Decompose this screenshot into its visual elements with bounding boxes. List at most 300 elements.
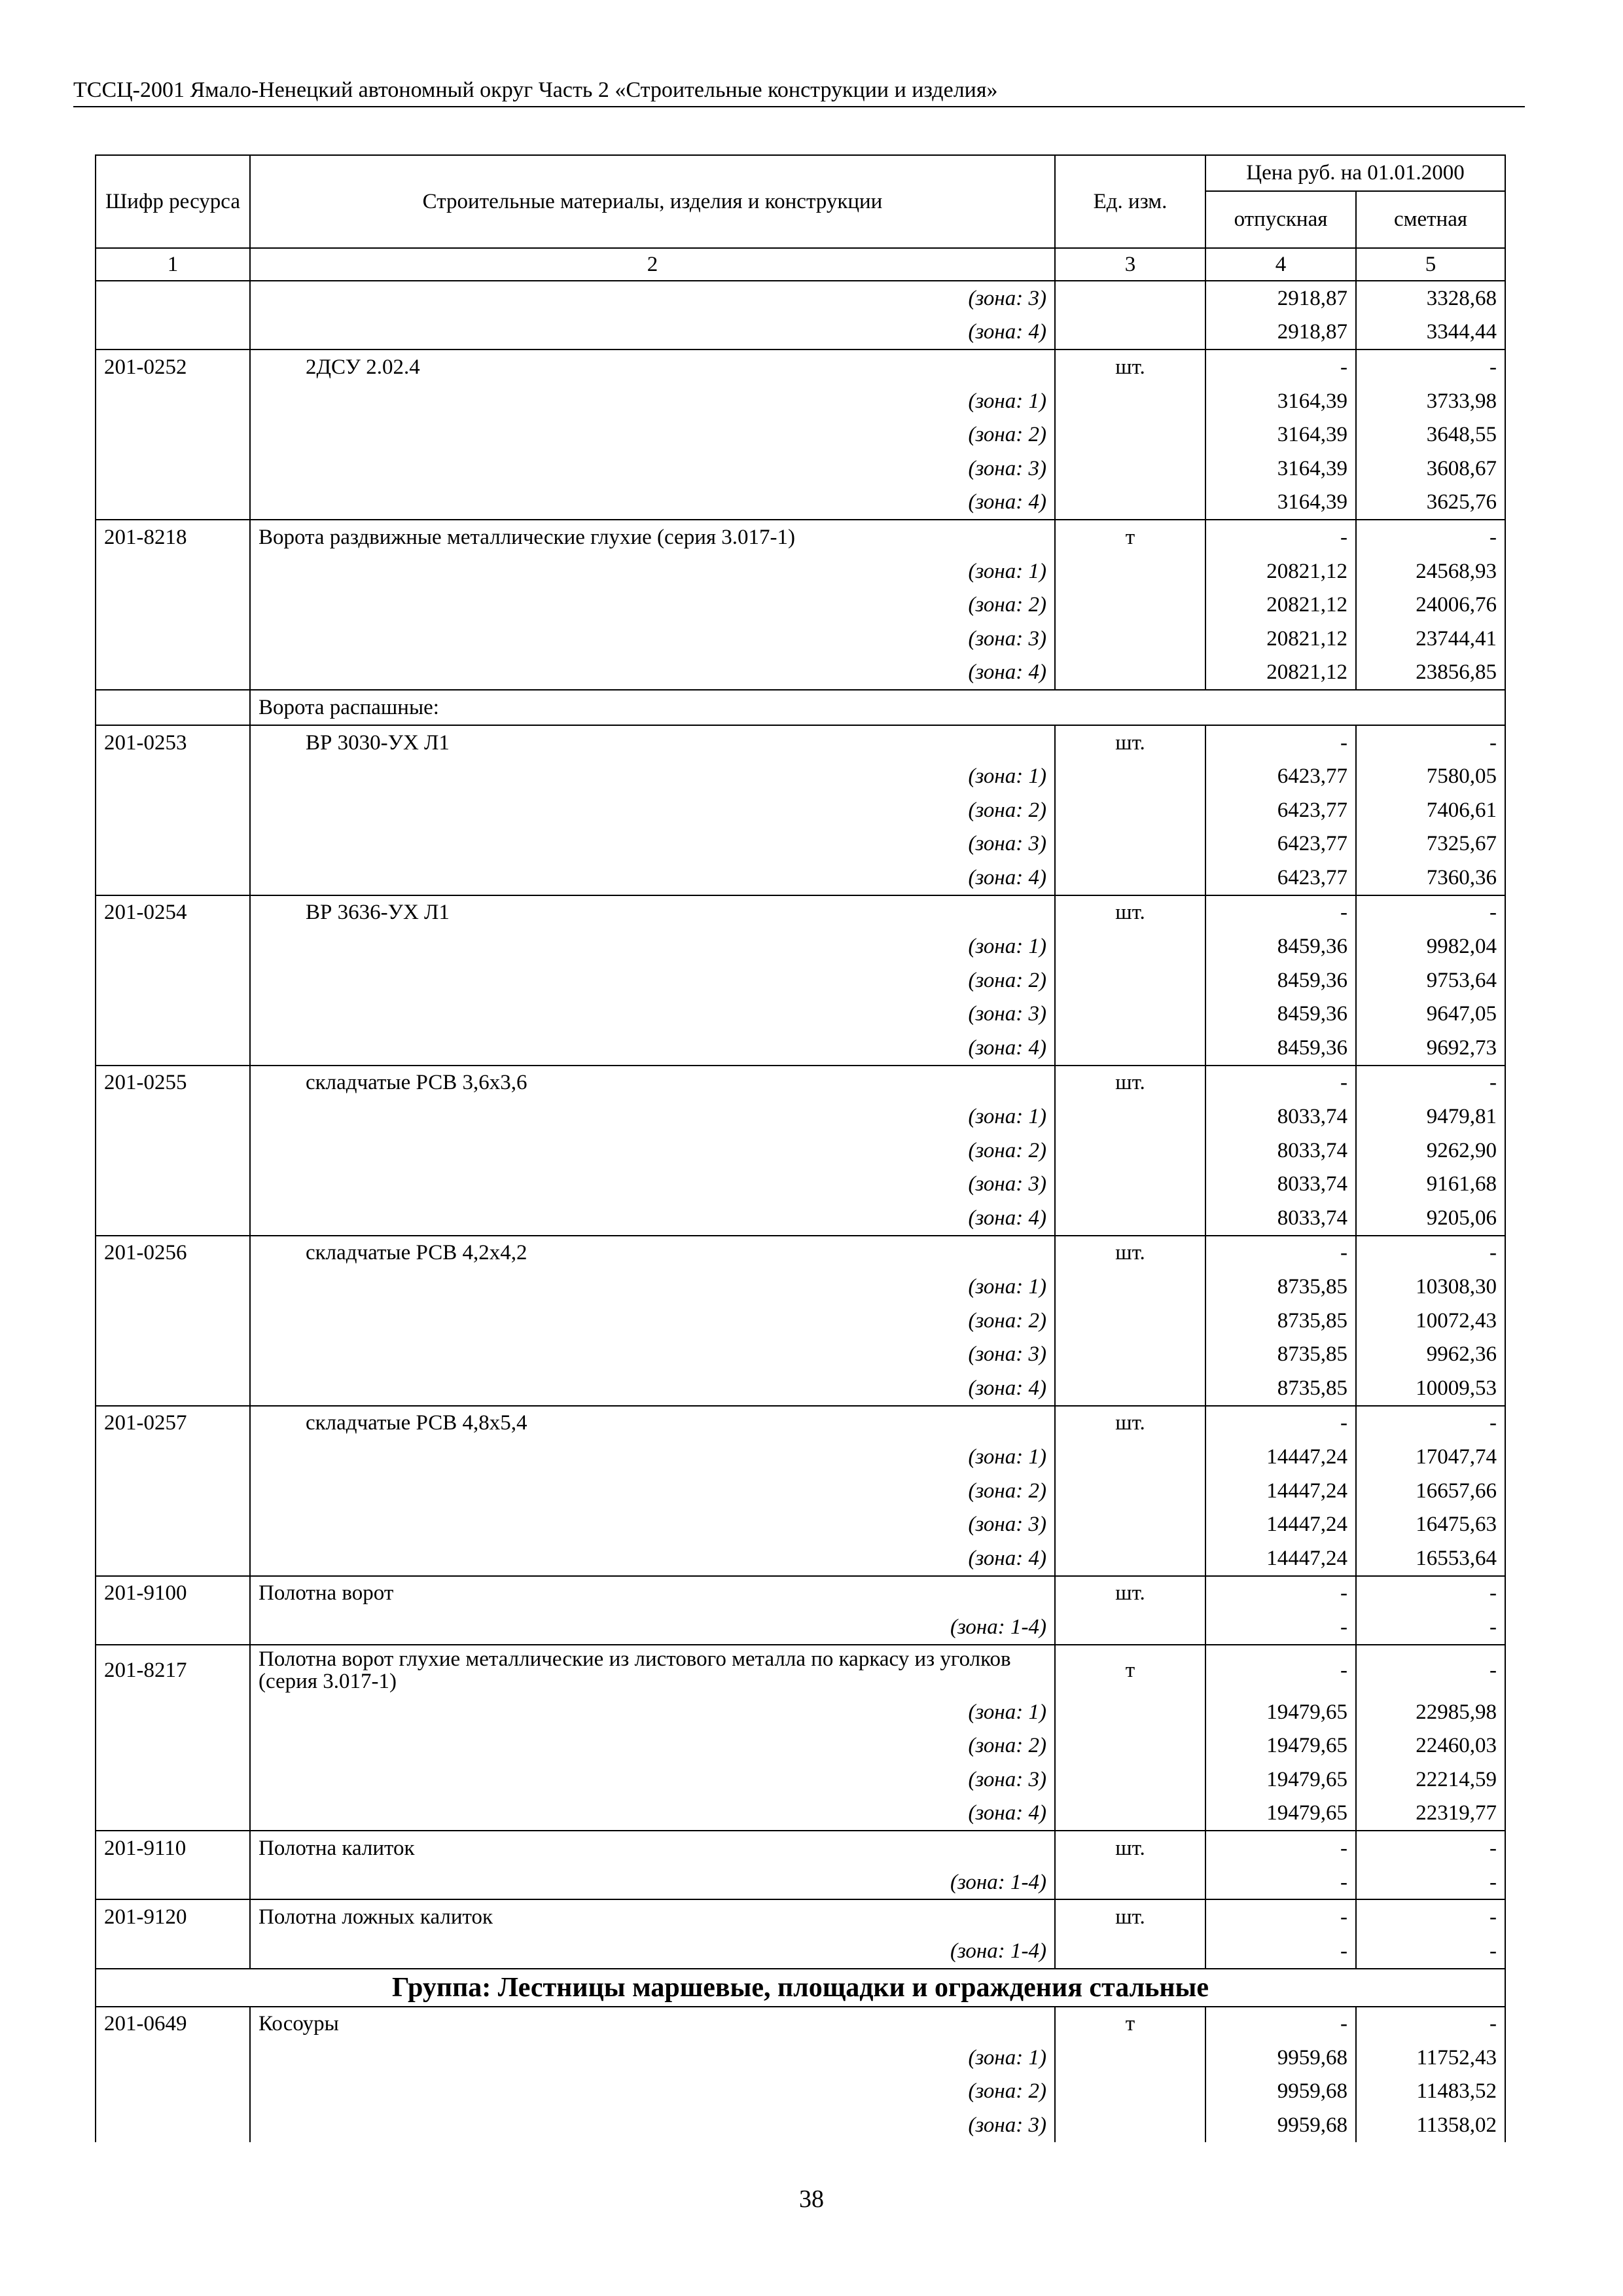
unit: [1055, 315, 1205, 350]
unit: [1055, 1474, 1205, 1508]
unit: [1055, 2108, 1205, 2142]
zone-label: (зона: 3): [250, 997, 1055, 1031]
release-price: -: [1205, 895, 1356, 930]
zone-row: [96, 1507, 1505, 1541]
release-price: -: [1205, 2007, 1356, 2041]
release-price: -: [1205, 520, 1356, 554]
subheading-row: [96, 690, 1505, 725]
zone-row: [96, 1134, 1505, 1168]
zone-row: [96, 1270, 1505, 1304]
estimate-price: -: [1356, 895, 1505, 930]
release-price: 8459,36: [1205, 997, 1356, 1031]
column-number-row: [96, 248, 1505, 281]
release-price: -: [1205, 1831, 1356, 1865]
zone-label: (зона: 3): [250, 452, 1055, 486]
resource-code: 201-9100: [96, 1576, 250, 1611]
header-unit: Ед. изм.: [1055, 155, 1205, 248]
estimate-price: 7406,61: [1356, 793, 1505, 827]
zone-row: [96, 827, 1505, 861]
zone-row: [96, 1934, 1505, 1969]
code-cell: [96, 1440, 250, 1474]
zone-label: (зона: 1-4): [250, 1934, 1055, 1969]
unit: [1055, 1031, 1205, 1066]
code-cell: [96, 963, 250, 997]
code-cell: [96, 2041, 250, 2075]
zone-label: (зона: 4): [250, 1031, 1055, 1066]
estimate-price: 3648,55: [1356, 418, 1505, 452]
zone-label: (зона: 3): [250, 1337, 1055, 1371]
subheading: Ворота распашные:: [250, 690, 1505, 725]
release-price: -: [1205, 1576, 1356, 1611]
zone-label: (зона: 2): [250, 418, 1055, 452]
estimate-price: 9962,36: [1356, 1337, 1505, 1371]
release-price: -: [1205, 1934, 1356, 1969]
code-cell: [96, 452, 250, 486]
estimate-price: 17047,74: [1356, 1440, 1505, 1474]
zone-row: [96, 1541, 1505, 1576]
estimate-price: 9161,68: [1356, 1167, 1505, 1201]
estimate-price: 22985,98: [1356, 1695, 1505, 1729]
zone-row: [96, 997, 1505, 1031]
resource-code: 201-0253: [96, 725, 250, 760]
estimate-price: 7580,05: [1356, 759, 1505, 793]
table-row: [96, 1645, 1505, 1695]
code-cell: [96, 315, 250, 350]
code-cell: [96, 1610, 250, 1645]
code-cell: [96, 1304, 250, 1338]
release-price: 8735,85: [1205, 1304, 1356, 1338]
zone-row: [96, 1729, 1505, 1763]
release-price: 19479,65: [1205, 1729, 1356, 1763]
zone-row: [96, 622, 1505, 656]
estimate-price: 22214,59: [1356, 1763, 1505, 1797]
release-price: 3164,39: [1205, 384, 1356, 418]
zone-row: [96, 1337, 1505, 1371]
code-cell: [96, 861, 250, 895]
column-number: 4: [1205, 248, 1356, 281]
material-name: Полотна ворот: [250, 1576, 1055, 1611]
release-price: -: [1205, 1645, 1356, 1695]
estimate-price: 16553,64: [1356, 1541, 1505, 1576]
zone-label: (зона: 1): [250, 759, 1055, 793]
resource-code: 201-0257: [96, 1406, 250, 1441]
zone-label: (зона: 1): [250, 1695, 1055, 1729]
resource-code: 201-9120: [96, 1899, 250, 1934]
zone-label: (зона: 1): [250, 1100, 1055, 1134]
zone-label: (зона: 2): [250, 1304, 1055, 1338]
release-price: -: [1205, 1899, 1356, 1934]
zone-row: [96, 963, 1505, 997]
unit: [1055, 2041, 1205, 2075]
code-cell: [96, 1474, 250, 1508]
zone-label: (зона: 3): [250, 1167, 1055, 1201]
zone-row: [96, 1201, 1505, 1236]
unit: [1055, 963, 1205, 997]
unit: [1055, 418, 1205, 452]
zone-row: [96, 418, 1505, 452]
header-estimate: сметная: [1356, 191, 1505, 248]
resource-code: 201-8218: [96, 520, 250, 554]
unit: [1055, 1371, 1205, 1406]
code-cell: [96, 2075, 250, 2109]
unit: шт.: [1055, 1831, 1205, 1865]
estimate-price: 9479,81: [1356, 1100, 1505, 1134]
unit: шт.: [1055, 350, 1205, 384]
resource-code: 201-0649: [96, 2007, 250, 2041]
zone-label: (зона: 1): [250, 384, 1055, 418]
zone-row: [96, 1865, 1505, 1900]
zone-label: (зона: 1): [250, 929, 1055, 963]
zone-row: [96, 2075, 1505, 2109]
zone-label: (зона: 2): [250, 793, 1055, 827]
release-price: 6423,77: [1205, 759, 1356, 793]
unit: [1055, 759, 1205, 793]
estimate-price: 10009,53: [1356, 1371, 1505, 1406]
code-cell: [96, 1201, 250, 1236]
unit: т: [1055, 1645, 1205, 1695]
code-cell: [96, 1865, 250, 1900]
release-price: 19479,65: [1205, 1763, 1356, 1797]
zone-label: (зона: 4): [250, 861, 1055, 895]
estimate-price: 9753,64: [1356, 963, 1505, 997]
unit: [1055, 1695, 1205, 1729]
header-name: Строительные материалы, изделия и конструкции: [250, 155, 1055, 248]
material-name: Полотна калиток: [250, 1831, 1055, 1865]
zone-label: (зона: 4): [250, 1541, 1055, 1576]
estimate-price: 9205,06: [1356, 1201, 1505, 1236]
material-name: складчатые РСВ 3,6х3,6: [250, 1066, 1055, 1100]
estimate-price: 10308,30: [1356, 1270, 1505, 1304]
unit: [1055, 1610, 1205, 1645]
estimate-price: -: [1356, 1899, 1505, 1934]
zone-label: (зона: 3): [250, 827, 1055, 861]
header-release: отпускная: [1205, 191, 1356, 248]
estimate-price: 24568,93: [1356, 554, 1505, 588]
material-name: Косоуры: [250, 2007, 1055, 2041]
unit: [1055, 1201, 1205, 1236]
unit: [1055, 281, 1205, 315]
release-price: 2918,87: [1205, 315, 1356, 350]
code-cell: [96, 1167, 250, 1201]
code-cell: [96, 2108, 250, 2142]
estimate-price: 7325,67: [1356, 827, 1505, 861]
zone-label: (зона: 2): [250, 1729, 1055, 1763]
running-header: ТССЦ-2001 Ямало-Ненецкий автономный округ Часть 2 «Строительные конструкции и изделия»: [73, 77, 1525, 107]
zone-label: (зона: 4): [250, 1371, 1055, 1406]
zone-row: [96, 281, 1505, 315]
estimate-price: 3344,44: [1356, 315, 1505, 350]
release-price: 20821,12: [1205, 554, 1356, 588]
code-cell: [96, 1695, 250, 1729]
code-cell: [96, 1763, 250, 1797]
material-name: складчатые РСВ 4,8х5,4: [250, 1406, 1055, 1441]
zone-row: [96, 588, 1505, 622]
unit: [1055, 1134, 1205, 1168]
release-price: 8735,85: [1205, 1371, 1356, 1406]
release-price: 8459,36: [1205, 929, 1356, 963]
unit: т: [1055, 520, 1205, 554]
release-price: 20821,12: [1205, 588, 1356, 622]
release-price: -: [1205, 1066, 1356, 1100]
unit: [1055, 486, 1205, 520]
code-cell: [96, 929, 250, 963]
release-price: 19479,65: [1205, 1797, 1356, 1831]
code-cell: [96, 418, 250, 452]
release-price: 3164,39: [1205, 486, 1356, 520]
release-price: -: [1205, 1406, 1356, 1441]
zone-label: (зона: 1): [250, 1270, 1055, 1304]
release-price: 8735,85: [1205, 1270, 1356, 1304]
unit: [1055, 1729, 1205, 1763]
unit: шт.: [1055, 1576, 1205, 1611]
estimate-price: 10072,43: [1356, 1304, 1505, 1338]
unit: шт.: [1055, 725, 1205, 760]
release-price: 19479,65: [1205, 1695, 1356, 1729]
column-number: 3: [1055, 248, 1205, 281]
table-row: [96, 1236, 1505, 1270]
estimate-price: 3328,68: [1356, 281, 1505, 315]
zone-row: [96, 1610, 1505, 1645]
estimate-price: 16475,63: [1356, 1507, 1505, 1541]
zone-row: [96, 384, 1505, 418]
zone-row: [96, 1763, 1505, 1797]
zone-label: (зона: 3): [250, 1763, 1055, 1797]
zone-label: (зона: 1-4): [250, 1610, 1055, 1645]
zone-row: [96, 315, 1505, 350]
table-row: [96, 725, 1505, 760]
release-price: 8033,74: [1205, 1167, 1356, 1201]
estimate-price: -: [1356, 1406, 1505, 1441]
code-cell: [96, 1031, 250, 1066]
unit: [1055, 554, 1205, 588]
unit: [1055, 588, 1205, 622]
zone-row: [96, 452, 1505, 486]
zone-row: [96, 1695, 1505, 1729]
unit: шт.: [1055, 1899, 1205, 1934]
zone-label: (зона: 2): [250, 1474, 1055, 1508]
material-name: Полотна ворот глухие металлические из листового металла по каркасу из уголков (серия 3.017-1): [250, 1645, 1055, 1695]
unit: [1055, 861, 1205, 895]
zone-label: (зона: 1): [250, 554, 1055, 588]
estimate-price: -: [1356, 1934, 1505, 1969]
zone-row: [96, 1100, 1505, 1134]
unit: [1055, 2075, 1205, 2109]
unit: [1055, 1797, 1205, 1831]
estimate-price: 23856,85: [1356, 656, 1505, 691]
zone-row: [96, 2041, 1505, 2075]
zone-label: (зона: 1): [250, 2041, 1055, 2075]
code-cell: [96, 1797, 250, 1831]
estimate-price: -: [1356, 1576, 1505, 1611]
unit: [1055, 452, 1205, 486]
resource-code: 201-8217: [96, 1645, 250, 1695]
release-price: 8459,36: [1205, 963, 1356, 997]
estimate-price: 3608,67: [1356, 452, 1505, 486]
estimate-price: -: [1356, 2007, 1505, 2041]
code-cell: [96, 1507, 250, 1541]
estimate-price: 9262,90: [1356, 1134, 1505, 1168]
release-price: 14447,24: [1205, 1541, 1356, 1576]
estimate-price: 7360,36: [1356, 861, 1505, 895]
estimate-price: -: [1356, 1610, 1505, 1645]
table-row: [96, 520, 1505, 554]
unit: шт.: [1055, 1236, 1205, 1270]
material-name: складчатые РСВ 4,2х4,2: [250, 1236, 1055, 1270]
release-price: -: [1205, 725, 1356, 760]
code-cell: [96, 1270, 250, 1304]
estimate-price: 11483,52: [1356, 2075, 1505, 2109]
zone-row: [96, 1440, 1505, 1474]
code-cell: [96, 622, 250, 656]
unit: [1055, 1100, 1205, 1134]
table-body: [96, 248, 1505, 2142]
code-cell: [96, 588, 250, 622]
estimate-price: -: [1356, 1066, 1505, 1100]
unit: т: [1055, 2007, 1205, 2041]
code-cell: [96, 1337, 250, 1371]
zone-label: (зона: 4): [250, 1201, 1055, 1236]
column-number: 5: [1356, 248, 1505, 281]
estimate-price: 3733,98: [1356, 384, 1505, 418]
zone-row: [96, 1474, 1505, 1508]
group-heading: Группа: Лестницы маршевые, площадки и ограждения стальные: [96, 1969, 1505, 2007]
zone-label: (зона: 2): [250, 963, 1055, 997]
unit: [1055, 1541, 1205, 1576]
material-name: ВР 3636-УХ Л1: [250, 895, 1055, 930]
zone-row: [96, 929, 1505, 963]
zone-label: (зона: 2): [250, 1134, 1055, 1168]
unit: [1055, 1167, 1205, 1201]
release-price: 6423,77: [1205, 861, 1356, 895]
estimate-price: -: [1356, 725, 1505, 760]
unit: [1055, 827, 1205, 861]
price-table: [95, 154, 1506, 2142]
release-price: -: [1205, 1610, 1356, 1645]
code-cell: [96, 384, 250, 418]
unit: [1055, 1304, 1205, 1338]
release-price: 8033,74: [1205, 1201, 1356, 1236]
unit: [1055, 1934, 1205, 1969]
zone-row: [96, 1304, 1505, 1338]
resource-code: 201-0255: [96, 1066, 250, 1100]
material-name: Полотна ложных калиток: [250, 1899, 1055, 1934]
estimate-price: -: [1356, 1831, 1505, 1865]
zone-label: (зона: 4): [250, 1797, 1055, 1831]
zone-label: (зона: 3): [250, 1507, 1055, 1541]
unit: [1055, 622, 1205, 656]
resource-code: 201-0252: [96, 350, 250, 384]
zone-row: [96, 1797, 1505, 1831]
zone-label: (зона: 4): [250, 656, 1055, 691]
code-cell: [96, 997, 250, 1031]
estimate-price: 9647,05: [1356, 997, 1505, 1031]
estimate-price: 11752,43: [1356, 2041, 1505, 2075]
table-row: [96, 1899, 1505, 1934]
zone-row: [96, 861, 1505, 895]
release-price: 6423,77: [1205, 827, 1356, 861]
release-price: 14447,24: [1205, 1440, 1356, 1474]
estimate-price: 24006,76: [1356, 588, 1505, 622]
zone-row: [96, 793, 1505, 827]
unit: шт.: [1055, 1066, 1205, 1100]
code-cell: [96, 1541, 250, 1576]
zone-row: [96, 1167, 1505, 1201]
release-price: -: [1205, 350, 1356, 384]
zone-row: [96, 656, 1505, 691]
table-row: [96, 1406, 1505, 1441]
zone-row: [96, 1371, 1505, 1406]
release-price: 3164,39: [1205, 418, 1356, 452]
resource-code: 201-0254: [96, 895, 250, 930]
zone-row: [96, 486, 1505, 520]
resource-code: 201-9110: [96, 1831, 250, 1865]
estimate-price: -: [1356, 1645, 1505, 1695]
page-number: 38: [799, 2185, 824, 2213]
release-price: 8033,74: [1205, 1134, 1356, 1168]
code-cell: [96, 1134, 250, 1168]
unit: [1055, 1270, 1205, 1304]
unit: [1055, 1507, 1205, 1541]
unit: [1055, 656, 1205, 691]
code-cell: [96, 827, 250, 861]
code-cell: [96, 1934, 250, 1969]
code-cell: [96, 1371, 250, 1406]
release-price: 3164,39: [1205, 452, 1356, 486]
estimate-price: 16657,66: [1356, 1474, 1505, 1508]
estimate-price: 23744,41: [1356, 622, 1505, 656]
zone-label: (зона: 3): [250, 622, 1055, 656]
zone-label: (зона: 2): [250, 2075, 1055, 2109]
estimate-price: 9982,04: [1356, 929, 1505, 963]
unit: [1055, 997, 1205, 1031]
estimate-price: -: [1356, 1865, 1505, 1900]
estimate-price: 9692,73: [1356, 1031, 1505, 1066]
zone-row: [96, 1031, 1505, 1066]
release-price: 8459,36: [1205, 1031, 1356, 1066]
code-cell: [96, 486, 250, 520]
zone-label: (зона: 1): [250, 1440, 1055, 1474]
table-row: [96, 350, 1505, 384]
estimate-price: 22319,77: [1356, 1797, 1505, 1831]
release-price: 2918,87: [1205, 281, 1356, 315]
release-price: 6423,77: [1205, 793, 1356, 827]
release-price: 8735,85: [1205, 1337, 1356, 1371]
unit: [1055, 929, 1205, 963]
header-price-group: Цена руб. на 01.01.2000: [1205, 155, 1505, 191]
release-price: 9959,68: [1205, 2041, 1356, 2075]
table-row: [96, 1831, 1505, 1865]
table-row: [96, 1576, 1505, 1611]
header-code: Шифр ресурса: [96, 155, 250, 248]
unit: [1055, 1440, 1205, 1474]
estimate-price: 22460,03: [1356, 1729, 1505, 1763]
table-row: [96, 895, 1505, 930]
estimate-price: 11358,02: [1356, 2108, 1505, 2142]
release-price: -: [1205, 1865, 1356, 1900]
column-number: 1: [96, 248, 250, 281]
code-cell: [96, 759, 250, 793]
material-name: 2ДСУ 2.02.4: [250, 350, 1055, 384]
unit: [1055, 1337, 1205, 1371]
estimate-price: -: [1356, 520, 1505, 554]
release-price: 20821,12: [1205, 622, 1356, 656]
estimate-price: -: [1356, 350, 1505, 384]
resource-code: 201-0256: [96, 1236, 250, 1270]
zone-row: [96, 759, 1505, 793]
unit: шт.: [1055, 1406, 1205, 1441]
zone-row: [96, 2108, 1505, 2142]
zone-label: (зона: 3): [250, 281, 1055, 315]
